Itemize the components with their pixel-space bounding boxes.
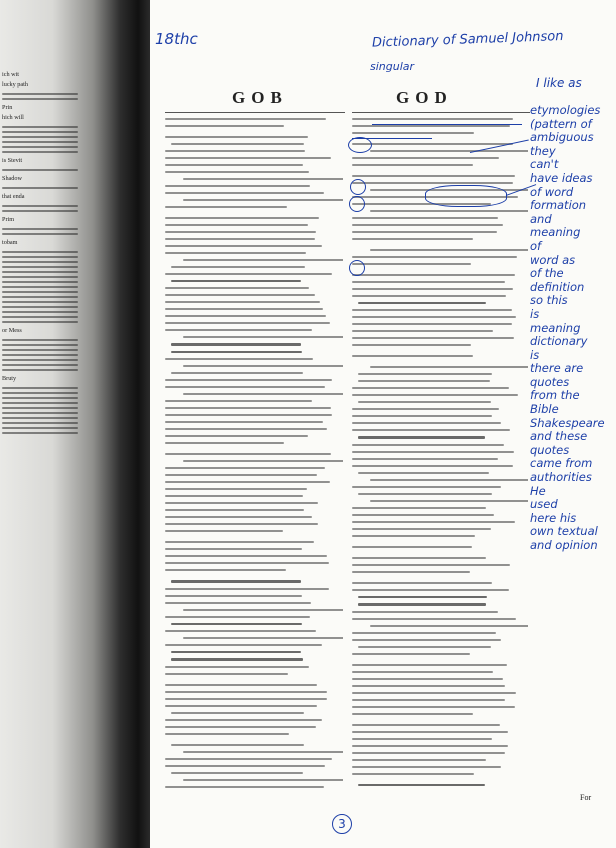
margin-note-line: authorities xyxy=(530,470,592,485)
body-text-line xyxy=(352,429,510,431)
margin-note-line: own textual xyxy=(530,524,598,539)
body-text-line xyxy=(370,500,528,502)
body-text-line xyxy=(352,664,507,666)
margin-note-line: there are xyxy=(530,361,584,376)
body-text-line xyxy=(165,481,330,483)
body-text-line xyxy=(352,752,505,754)
fragment-line: Shadow xyxy=(2,175,22,182)
body-text-line xyxy=(165,644,322,646)
body-text-line xyxy=(165,136,308,138)
body-text-line xyxy=(165,726,316,728)
body-text-line xyxy=(165,698,327,700)
body-text-line xyxy=(165,421,323,423)
body-text-line xyxy=(165,386,325,388)
body-text-line xyxy=(165,630,316,632)
body-text-line xyxy=(352,394,518,396)
head-rule xyxy=(352,112,530,113)
body-text-line xyxy=(352,692,516,694)
body-text-line xyxy=(352,759,486,761)
entries-column-left xyxy=(165,118,343,790)
body-text-line xyxy=(352,731,508,733)
body-text-line xyxy=(165,530,283,532)
body-text-line xyxy=(352,295,506,297)
fragment-line: lucky path xyxy=(2,81,28,88)
body-text-line xyxy=(165,602,311,604)
body-text-line xyxy=(165,495,303,497)
body-text-line xyxy=(183,609,343,611)
body-text-line xyxy=(352,132,474,134)
body-text-line xyxy=(165,684,317,686)
body-text-line xyxy=(165,171,309,173)
entries-column-right xyxy=(352,118,528,790)
body-text-line xyxy=(352,458,498,460)
body-text-line xyxy=(165,315,326,317)
body-text-line xyxy=(352,256,517,258)
body-text-line xyxy=(165,541,314,543)
body-text-line xyxy=(352,564,510,566)
fragment-line: that enda xyxy=(2,193,25,200)
body-text-line xyxy=(352,589,509,591)
handwritten-margin-note xyxy=(530,104,610,553)
body-text-line xyxy=(352,217,498,219)
body-text-line xyxy=(183,178,343,180)
body-text-line xyxy=(171,772,303,774)
margin-note-line: (pattern of xyxy=(530,116,592,131)
body-text-line xyxy=(171,623,302,625)
body-text-line xyxy=(370,625,528,627)
body-text-line xyxy=(352,632,496,634)
body-text-line xyxy=(352,507,486,509)
body-text-line xyxy=(165,379,332,381)
body-text-line xyxy=(183,751,343,753)
body-text-line xyxy=(352,745,508,747)
margin-note-line: of xyxy=(530,238,542,253)
body-text-line xyxy=(171,143,304,145)
running-head-left: GOB xyxy=(232,88,288,107)
page-number: 3 xyxy=(332,814,352,834)
body-text-line xyxy=(183,199,343,201)
body-text-line xyxy=(165,125,284,127)
body-text-line xyxy=(352,582,492,584)
body-text-line xyxy=(352,263,471,265)
margin-note-line: quotes xyxy=(530,442,570,457)
body-text-line xyxy=(370,479,528,481)
fragment-line: tobam xyxy=(2,239,18,246)
body-text-line xyxy=(358,472,489,474)
body-text-line xyxy=(183,393,343,395)
body-text-line xyxy=(165,705,317,707)
body-text-line xyxy=(165,358,313,360)
fragment-line: or Mess xyxy=(2,327,22,334)
body-text-line xyxy=(165,548,302,550)
body-text-line xyxy=(171,580,301,582)
body-text-line xyxy=(358,646,491,648)
body-text-line xyxy=(183,365,343,367)
body-text-line xyxy=(171,744,304,746)
body-text-line xyxy=(352,316,516,318)
body-text-line xyxy=(171,372,303,374)
body-text-line xyxy=(352,618,516,620)
body-text-line xyxy=(165,238,315,240)
circled-entry xyxy=(349,196,365,212)
body-text-line xyxy=(171,266,305,268)
body-text-line xyxy=(352,571,470,573)
body-text-line xyxy=(352,231,497,233)
body-text-line xyxy=(352,415,492,417)
fragment-line: hich will xyxy=(2,114,24,121)
body-text-line xyxy=(165,488,307,490)
body-text-line xyxy=(358,380,490,382)
body-text-line xyxy=(165,673,288,675)
body-text-line xyxy=(358,302,486,304)
body-text-line xyxy=(352,521,515,523)
fragment-line: Bruty xyxy=(2,375,17,382)
margin-note-line: of word xyxy=(530,184,574,199)
body-text-line xyxy=(165,569,286,571)
margin-note-line: and opinion xyxy=(530,538,598,552)
body-text-line xyxy=(165,733,289,735)
body-text-line xyxy=(352,766,501,768)
body-text-line xyxy=(352,143,513,145)
margin-note-line: quotes xyxy=(530,374,570,389)
body-text-line xyxy=(165,231,316,233)
body-text-line xyxy=(171,658,303,660)
margin-note-line: and xyxy=(530,211,552,226)
margin-note-line: can't xyxy=(530,157,559,172)
margin-note-line: ambiguous xyxy=(530,130,594,145)
body-text-line xyxy=(352,224,503,226)
body-text-line xyxy=(165,414,332,416)
margin-note-line: is xyxy=(530,347,540,362)
circled-entry xyxy=(425,185,507,207)
body-text-line xyxy=(352,653,470,655)
body-text-line xyxy=(165,562,329,564)
body-text-line xyxy=(165,185,310,187)
margin-note-line: came from xyxy=(530,456,593,471)
body-text-line xyxy=(183,336,343,338)
running-head-right: GOD xyxy=(396,88,453,107)
body-text-line xyxy=(352,422,501,424)
body-text-line xyxy=(165,555,327,557)
body-text-line xyxy=(165,192,324,194)
body-text-line xyxy=(165,765,325,767)
body-text-line xyxy=(352,713,473,715)
margin-note-line: meaning xyxy=(530,320,581,335)
body-text-line xyxy=(352,528,491,530)
underline-mark xyxy=(372,124,522,125)
body-text-line xyxy=(352,535,475,537)
margin-note-line: formation xyxy=(530,198,587,213)
margin-note-line: Bible xyxy=(530,402,559,417)
handwritten-date: 18thc xyxy=(155,30,198,48)
body-text-line xyxy=(352,238,473,240)
circled-entry xyxy=(350,179,366,195)
body-text-line xyxy=(352,337,514,339)
body-text-line xyxy=(165,245,322,247)
body-text-line xyxy=(358,493,492,495)
body-text-line xyxy=(352,157,499,159)
body-text-line xyxy=(171,343,301,345)
body-text-line xyxy=(352,724,500,726)
body-text-line xyxy=(183,460,343,462)
margin-note-line: dictionary xyxy=(530,334,588,349)
fragment-line: Prin xyxy=(2,104,13,111)
body-text-line xyxy=(352,706,515,708)
body-text-line xyxy=(165,428,327,430)
body-text-line xyxy=(352,355,473,357)
body-text-line xyxy=(165,435,308,437)
body-text-line xyxy=(358,373,492,375)
margin-note-line: definition xyxy=(530,279,585,294)
body-text-line xyxy=(165,157,331,159)
body-text-line xyxy=(352,182,513,184)
body-text-line xyxy=(358,603,486,605)
body-text-line xyxy=(358,401,491,403)
body-text-line xyxy=(171,351,302,353)
body-text-line xyxy=(352,773,474,775)
fragment-line: ich wit xyxy=(2,71,20,78)
head-rule xyxy=(165,112,345,113)
circled-entry xyxy=(348,137,372,153)
body-text-line xyxy=(165,252,306,254)
margin-note-line: etymologies xyxy=(530,103,601,117)
body-text-line xyxy=(352,699,505,701)
body-text-line xyxy=(352,738,492,740)
body-text-line xyxy=(165,719,322,721)
margin-note-line: word as xyxy=(530,252,576,267)
fragment-line: Prim xyxy=(2,216,15,223)
body-text-line xyxy=(165,294,315,296)
body-text-line xyxy=(165,224,308,226)
body-text-line xyxy=(165,308,323,310)
margin-note-line: Shakespeare xyxy=(530,415,605,430)
body-text-line xyxy=(183,637,343,639)
body-text-line xyxy=(352,514,494,516)
body-text-line xyxy=(352,330,493,332)
body-text-line xyxy=(165,453,331,455)
margin-note-line: so this xyxy=(530,293,568,308)
body-text-line xyxy=(358,596,487,598)
body-text-line xyxy=(165,474,317,476)
body-text-line xyxy=(165,322,330,324)
handwritten-singular: singular xyxy=(370,60,415,73)
body-text-line xyxy=(352,387,509,389)
margin-note-line: they xyxy=(530,143,556,158)
body-text-line xyxy=(165,516,312,518)
body-text-line xyxy=(352,557,486,559)
fragment-line: is Stevit xyxy=(2,157,23,164)
body-text-line xyxy=(183,779,343,781)
body-text-line xyxy=(165,467,325,469)
catchword: For xyxy=(580,793,592,802)
body-text-line xyxy=(352,274,515,276)
body-text-line xyxy=(165,118,326,120)
body-text-line xyxy=(352,639,501,641)
margin-note-line: and these xyxy=(530,429,588,444)
body-text-line xyxy=(352,323,512,325)
body-text-line xyxy=(165,786,324,788)
body-text-line xyxy=(171,280,301,282)
margin-note-line: used xyxy=(530,497,558,512)
facing-page-fragment xyxy=(2,70,78,830)
body-text-line xyxy=(165,509,304,511)
body-text-line xyxy=(352,685,505,687)
body-text-line xyxy=(165,301,320,303)
margin-note-line: is xyxy=(530,306,540,321)
body-text-line xyxy=(352,486,501,488)
body-text-line xyxy=(165,329,312,331)
body-text-line xyxy=(165,758,332,760)
body-text-line xyxy=(165,666,309,668)
body-text-line xyxy=(370,150,528,152)
body-text-line xyxy=(171,712,304,714)
body-text-line xyxy=(352,344,471,346)
body-text-line xyxy=(352,164,473,166)
body-text-line xyxy=(358,436,485,438)
body-text-line xyxy=(358,784,485,786)
body-text-line xyxy=(165,691,327,693)
body-text-line xyxy=(165,287,309,289)
body-text-line xyxy=(370,210,528,212)
body-text-line xyxy=(165,442,284,444)
body-text-line xyxy=(352,611,498,613)
margin-note-line: meaning xyxy=(530,225,581,240)
body-text-line xyxy=(171,651,301,653)
body-text-line xyxy=(352,288,513,290)
margin-note-line: from the xyxy=(530,388,580,403)
handwritten-aside: I like as xyxy=(536,76,582,90)
body-text-line xyxy=(352,671,493,673)
body-text-line xyxy=(370,249,528,251)
body-text-line xyxy=(165,595,302,597)
body-text-line xyxy=(165,400,312,402)
body-text-line xyxy=(165,217,319,219)
body-text-line xyxy=(352,546,472,548)
body-text-line xyxy=(165,616,310,618)
body-text-line xyxy=(165,588,329,590)
body-text-line xyxy=(165,206,287,208)
body-text-line xyxy=(352,309,512,311)
body-text-line xyxy=(165,523,318,525)
body-text-line xyxy=(165,407,331,409)
body-text-line xyxy=(352,678,503,680)
handwritten-title: Dictionary of Samuel Johnson xyxy=(371,28,564,51)
body-text-line xyxy=(352,175,515,177)
margin-note-line: here his xyxy=(530,510,577,525)
body-text-line xyxy=(352,118,513,120)
body-text-line xyxy=(165,502,318,504)
body-text-line xyxy=(370,366,528,368)
margin-note-line: of the xyxy=(530,266,564,281)
body-text-line xyxy=(165,150,305,152)
margin-note-line: have ideas xyxy=(530,170,593,185)
body-text-line xyxy=(352,408,499,410)
body-text-line xyxy=(165,273,332,275)
body-text-line xyxy=(183,259,343,261)
margin-note-line: He xyxy=(530,483,546,498)
body-text-line xyxy=(352,465,513,467)
body-text-line xyxy=(165,164,303,166)
body-text-line xyxy=(352,444,504,446)
body-text-line xyxy=(352,451,514,453)
circled-entry xyxy=(349,260,365,276)
body-text-line xyxy=(352,281,505,283)
